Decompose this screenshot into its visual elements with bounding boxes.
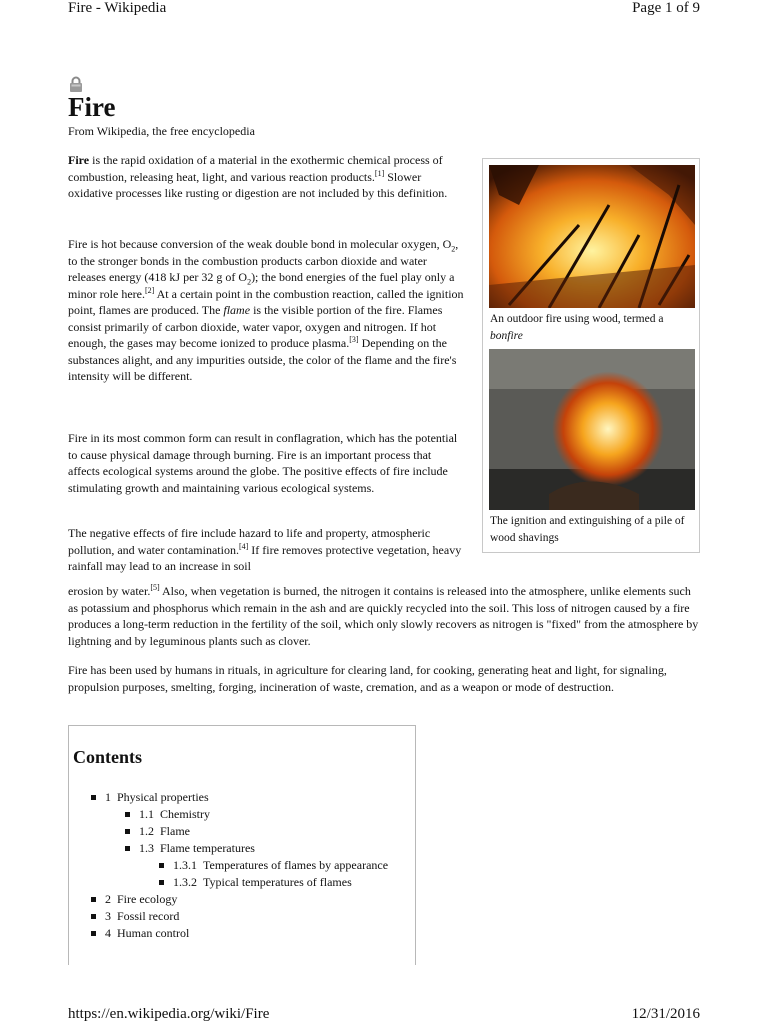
toc-item-fire-ecology[interactable]: 2 Fire ecology: [91, 891, 177, 908]
toc-item-flame-temperatures[interactable]: 1.3 Flame temperatures: [125, 840, 255, 857]
bullet-icon: [91, 914, 96, 919]
citation-3[interactable]: [3]: [349, 335, 359, 344]
toc-item-temperatures-by-appearance[interactable]: 1.3.1 Temperatures of flames by appearance: [159, 857, 388, 874]
bullet-icon: [91, 931, 96, 936]
bullet-icon: [159, 863, 164, 868]
citation-1[interactable]: [1]: [374, 168, 385, 178]
image-infobox: [482, 158, 700, 553]
page-number: Page 1 of 9: [632, 0, 700, 16]
citation-2[interactable]: [2]: [144, 285, 155, 295]
bullet-icon: [159, 880, 164, 885]
toc-item-chemistry[interactable]: 1.1 Chemistry: [125, 806, 210, 823]
bullet-icon: [125, 846, 130, 851]
toc-item-flame[interactable]: 1.2 Flame: [125, 823, 190, 840]
paragraph-intro: Fire is the rapid oxidation of a material in the exothermic chemical process of combustion, releasing heat, light, and various reaction products.[1] Slower oxidative processes like rusting or digestion are not included by this definition.: [68, 153, 448, 200]
paragraph-negative-effects: The negative effects of fire include hazard to life and property, atmospheric pollution, and water contamination.[4] If fire removes protective vegetation, heavy rainfall may lead to an increase in soil: [68, 526, 462, 573]
toc-item-physical-properties[interactable]: 1 Physical properties: [91, 789, 209, 806]
table-of-contents: [68, 725, 416, 965]
wood-shavings-fire-image[interactable]: [489, 349, 695, 510]
bonfire-image[interactable]: [489, 165, 695, 308]
bullet-icon: [91, 897, 96, 902]
page-url[interactable]: https://en.wikipedia.org/wiki/Fire: [68, 1006, 270, 1022]
bullet-icon: [91, 795, 96, 800]
citation-4[interactable]: [4]: [238, 541, 249, 551]
toc-item-typical-temperatures[interactable]: 1.3.2 Typical temperatures of flames: [159, 874, 352, 891]
toc-item-human-control[interactable]: 4 Human control: [91, 925, 189, 942]
citation-5[interactable]: [5]: [150, 583, 160, 592]
bullet-icon: [125, 812, 130, 817]
caption-wood-shavings: The ignition and extinguishing of a pile of wood shavings: [490, 515, 685, 544]
paragraph-negative-effects-continued: erosion by water.[5] Also, when vegetation is burned, the nitrogen it contains is released into the atmosphere, unlike elements such as potassium and phosphorus which remain in the ash and are quickly recycled into the soil. This loss of nitrogen caused by a fire produces a long-term reduction in the fertility of the soil, which only slowly recovers as nitrogen is "fixed" from the atmosphere by lightning and by leguminous plants such as clover.: [68, 583, 699, 648]
caption-bonfire: An outdoor fire using wood, termed a bonfire: [490, 313, 664, 342]
paragraph-human-use: Fire has been used by humans in rituals, in agriculture for clearing land, for cooking, generating heat and light, for signaling, propulsion purposes, smelting, forging, incineration of waste, cremation, and as a weapon or mode of destruction.: [68, 663, 667, 694]
paragraph-conflagration: Fire in its most common form can result in conflagration, which has the potential to cause physical damage through burning. Fire is an important process that affects ecological systems around the globe. The positive effects of fire include stimulating growth and maintaining various ecological systems.: [68, 431, 458, 495]
print-date: 12/31/2016: [631, 1006, 700, 1022]
toc-item-fossil-record[interactable]: 3 Fossil record: [91, 908, 179, 925]
page-subtitle: From Wikipedia, the free encyclopedia: [68, 124, 255, 138]
toc-title: Contents: [73, 747, 143, 767]
term-fire: Fire: [68, 153, 90, 167]
bullet-icon: [125, 829, 130, 834]
paragraph-chemistry: Fire is hot because conversion of the weak double bond in molecular oxygen, $O_2$, to the stronger bonds in the combustion products carbon dioxide and water releases energy (418 kJ per 32 g of $O_2$); the bond energies of the fuel play only a minor role here.[2] At a certain point in the combustion reaction, called the ignition point, flames are produced. The flame is the visible portion of the fire. Flames consist primarily of carbon dioxide, water vapor, oxygen and nitrogen. If hot enough, the gases may become ionized to produce plasma.[3] Depending on the substances alight, and any impurities outside, the color of the flame and the fire's intensity will be different.: [68, 237, 464, 383]
page-header-title: Fire - Wikipedia: [68, 0, 167, 16]
page-title: Fire: [68, 92, 116, 122]
